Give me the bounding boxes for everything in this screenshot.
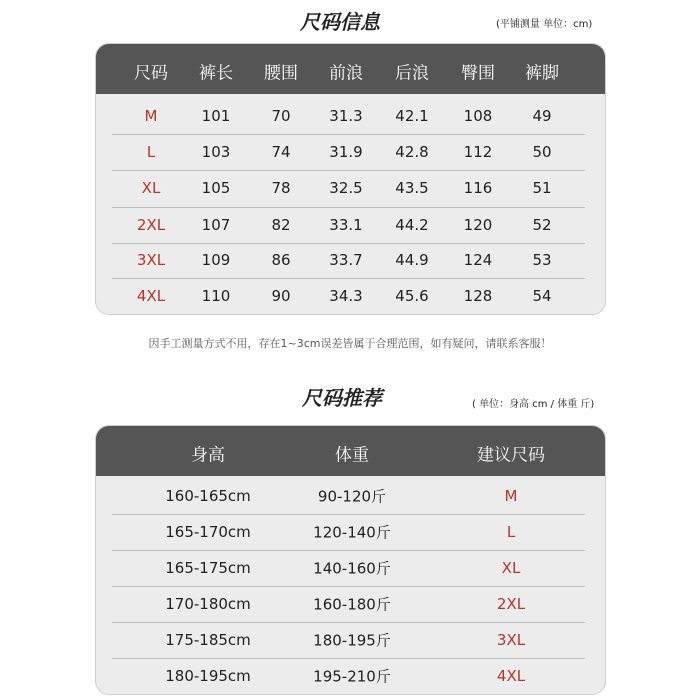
- table-cell: 34.3: [329, 287, 363, 305]
- table-cell: 180-195斤: [313, 631, 391, 650]
- table-cell: 165-175cm: [165, 559, 251, 577]
- row-divider: [112, 134, 585, 135]
- table-cell: 49: [532, 107, 552, 125]
- table-cell: 110: [201, 287, 231, 305]
- size-recommend-header-row: [96, 426, 605, 476]
- table-cell: 31.3: [329, 107, 363, 125]
- table-cell: 42.8: [395, 143, 429, 161]
- table-cell: 124: [463, 251, 493, 269]
- table-cell: 33.7: [329, 251, 363, 269]
- size-recommend-unit-note: ( 单位：身高 cm / 体重 斤): [472, 399, 595, 410]
- table-cell: 103: [201, 143, 231, 161]
- size-label-cell: 4XL: [136, 287, 166, 305]
- row-divider: [112, 243, 585, 244]
- table-cell: 101: [201, 107, 231, 125]
- table-cell: 109: [201, 251, 231, 269]
- size-recommend-header-cell: 身高: [191, 445, 225, 466]
- size-recommend-title: 尺码推荐: [302, 386, 382, 410]
- table-cell: 120: [463, 216, 493, 234]
- table-cell: 86: [271, 251, 291, 269]
- table-cell: 53: [532, 251, 552, 269]
- table-cell: 44.2: [395, 216, 429, 234]
- table-cell: 116: [463, 179, 493, 197]
- size-info-header-row: [96, 44, 605, 94]
- table-cell: 52: [532, 216, 552, 234]
- size-info-title: 尺码信息: [300, 10, 380, 34]
- size-info-header-cell: 腰围: [264, 63, 298, 84]
- size-recommend-header-cell: 建议尺码: [477, 445, 545, 466]
- table-cell: 54: [532, 287, 552, 305]
- size-info-header-cell: 裤长: [199, 63, 233, 84]
- size-label-cell: L: [146, 143, 156, 161]
- table-cell: 51: [532, 179, 552, 197]
- size-label-cell: 2XL: [496, 595, 526, 613]
- table-cell: 45.6: [395, 287, 429, 305]
- table-cell: 120-140斤: [313, 523, 391, 542]
- table-cell: 82: [271, 216, 291, 234]
- table-cell: 165-170cm: [165, 523, 251, 541]
- table-cell: 31.9: [329, 143, 363, 161]
- table-cell: 195-210斤: [313, 667, 391, 686]
- size-info-header-cell: 裤脚: [525, 63, 559, 84]
- table-cell: 180-195cm: [165, 667, 251, 685]
- size-label-cell: M: [504, 487, 518, 505]
- table-cell: 90: [271, 287, 291, 305]
- size-recommend-table: [95, 425, 606, 695]
- table-cell: 44.9: [395, 251, 429, 269]
- size-label-cell: 3XL: [496, 631, 526, 649]
- size-info-header-cell: 前浪: [329, 63, 363, 84]
- size-info-header-cell: 后浪: [395, 63, 429, 84]
- table-cell: 105: [201, 179, 231, 197]
- measurement-footnote: 因手工测量方式不用，存在1~3cm误差皆属于合理范围，如有疑问，请联系客服！: [148, 337, 552, 350]
- table-cell: 160-165cm: [165, 487, 251, 505]
- size-info-header-cell: 臀围: [461, 63, 495, 84]
- table-cell: 128: [463, 287, 493, 305]
- table-cell: 90-120斤: [317, 487, 387, 506]
- table-cell: 160-180斤: [313, 595, 391, 614]
- row-divider: [112, 207, 585, 208]
- table-cell: 108: [463, 107, 493, 125]
- size-label-cell: L: [506, 523, 516, 541]
- table-cell: 175-185cm: [165, 631, 251, 649]
- size-recommend-header-cell: 体重: [335, 445, 369, 466]
- table-cell: 170-180cm: [165, 595, 251, 613]
- size-label-cell: M: [144, 107, 158, 125]
- size-info-unit-note: (平铺测量 单位：cm): [496, 19, 593, 30]
- table-cell: 112: [463, 143, 493, 161]
- table-cell: 78: [271, 179, 291, 197]
- row-divider: [112, 622, 585, 623]
- table-cell: 33.1: [329, 216, 363, 234]
- table-cell: 70: [271, 107, 291, 125]
- table-cell: 74: [271, 143, 291, 161]
- row-divider: [112, 278, 585, 279]
- table-cell: 50: [532, 143, 552, 161]
- size-info-header-cell: 尺码: [134, 63, 168, 84]
- size-label-cell: 3XL: [136, 251, 166, 269]
- row-divider: [112, 170, 585, 171]
- size-label-cell: XL: [501, 559, 521, 577]
- size-info-table: [95, 43, 606, 315]
- row-divider: [112, 586, 585, 587]
- row-divider: [112, 658, 585, 659]
- table-cell: 43.5: [395, 179, 429, 197]
- table-cell: 32.5: [329, 179, 363, 197]
- table-cell: 140-160斤: [313, 559, 391, 578]
- table-cell: 42.1: [395, 107, 429, 125]
- row-divider: [112, 550, 585, 551]
- size-label-cell: XL: [141, 179, 161, 197]
- size-label-cell: 2XL: [136, 216, 166, 234]
- table-cell: 107: [201, 216, 231, 234]
- row-divider: [112, 514, 585, 515]
- size-label-cell: 4XL: [496, 667, 526, 685]
